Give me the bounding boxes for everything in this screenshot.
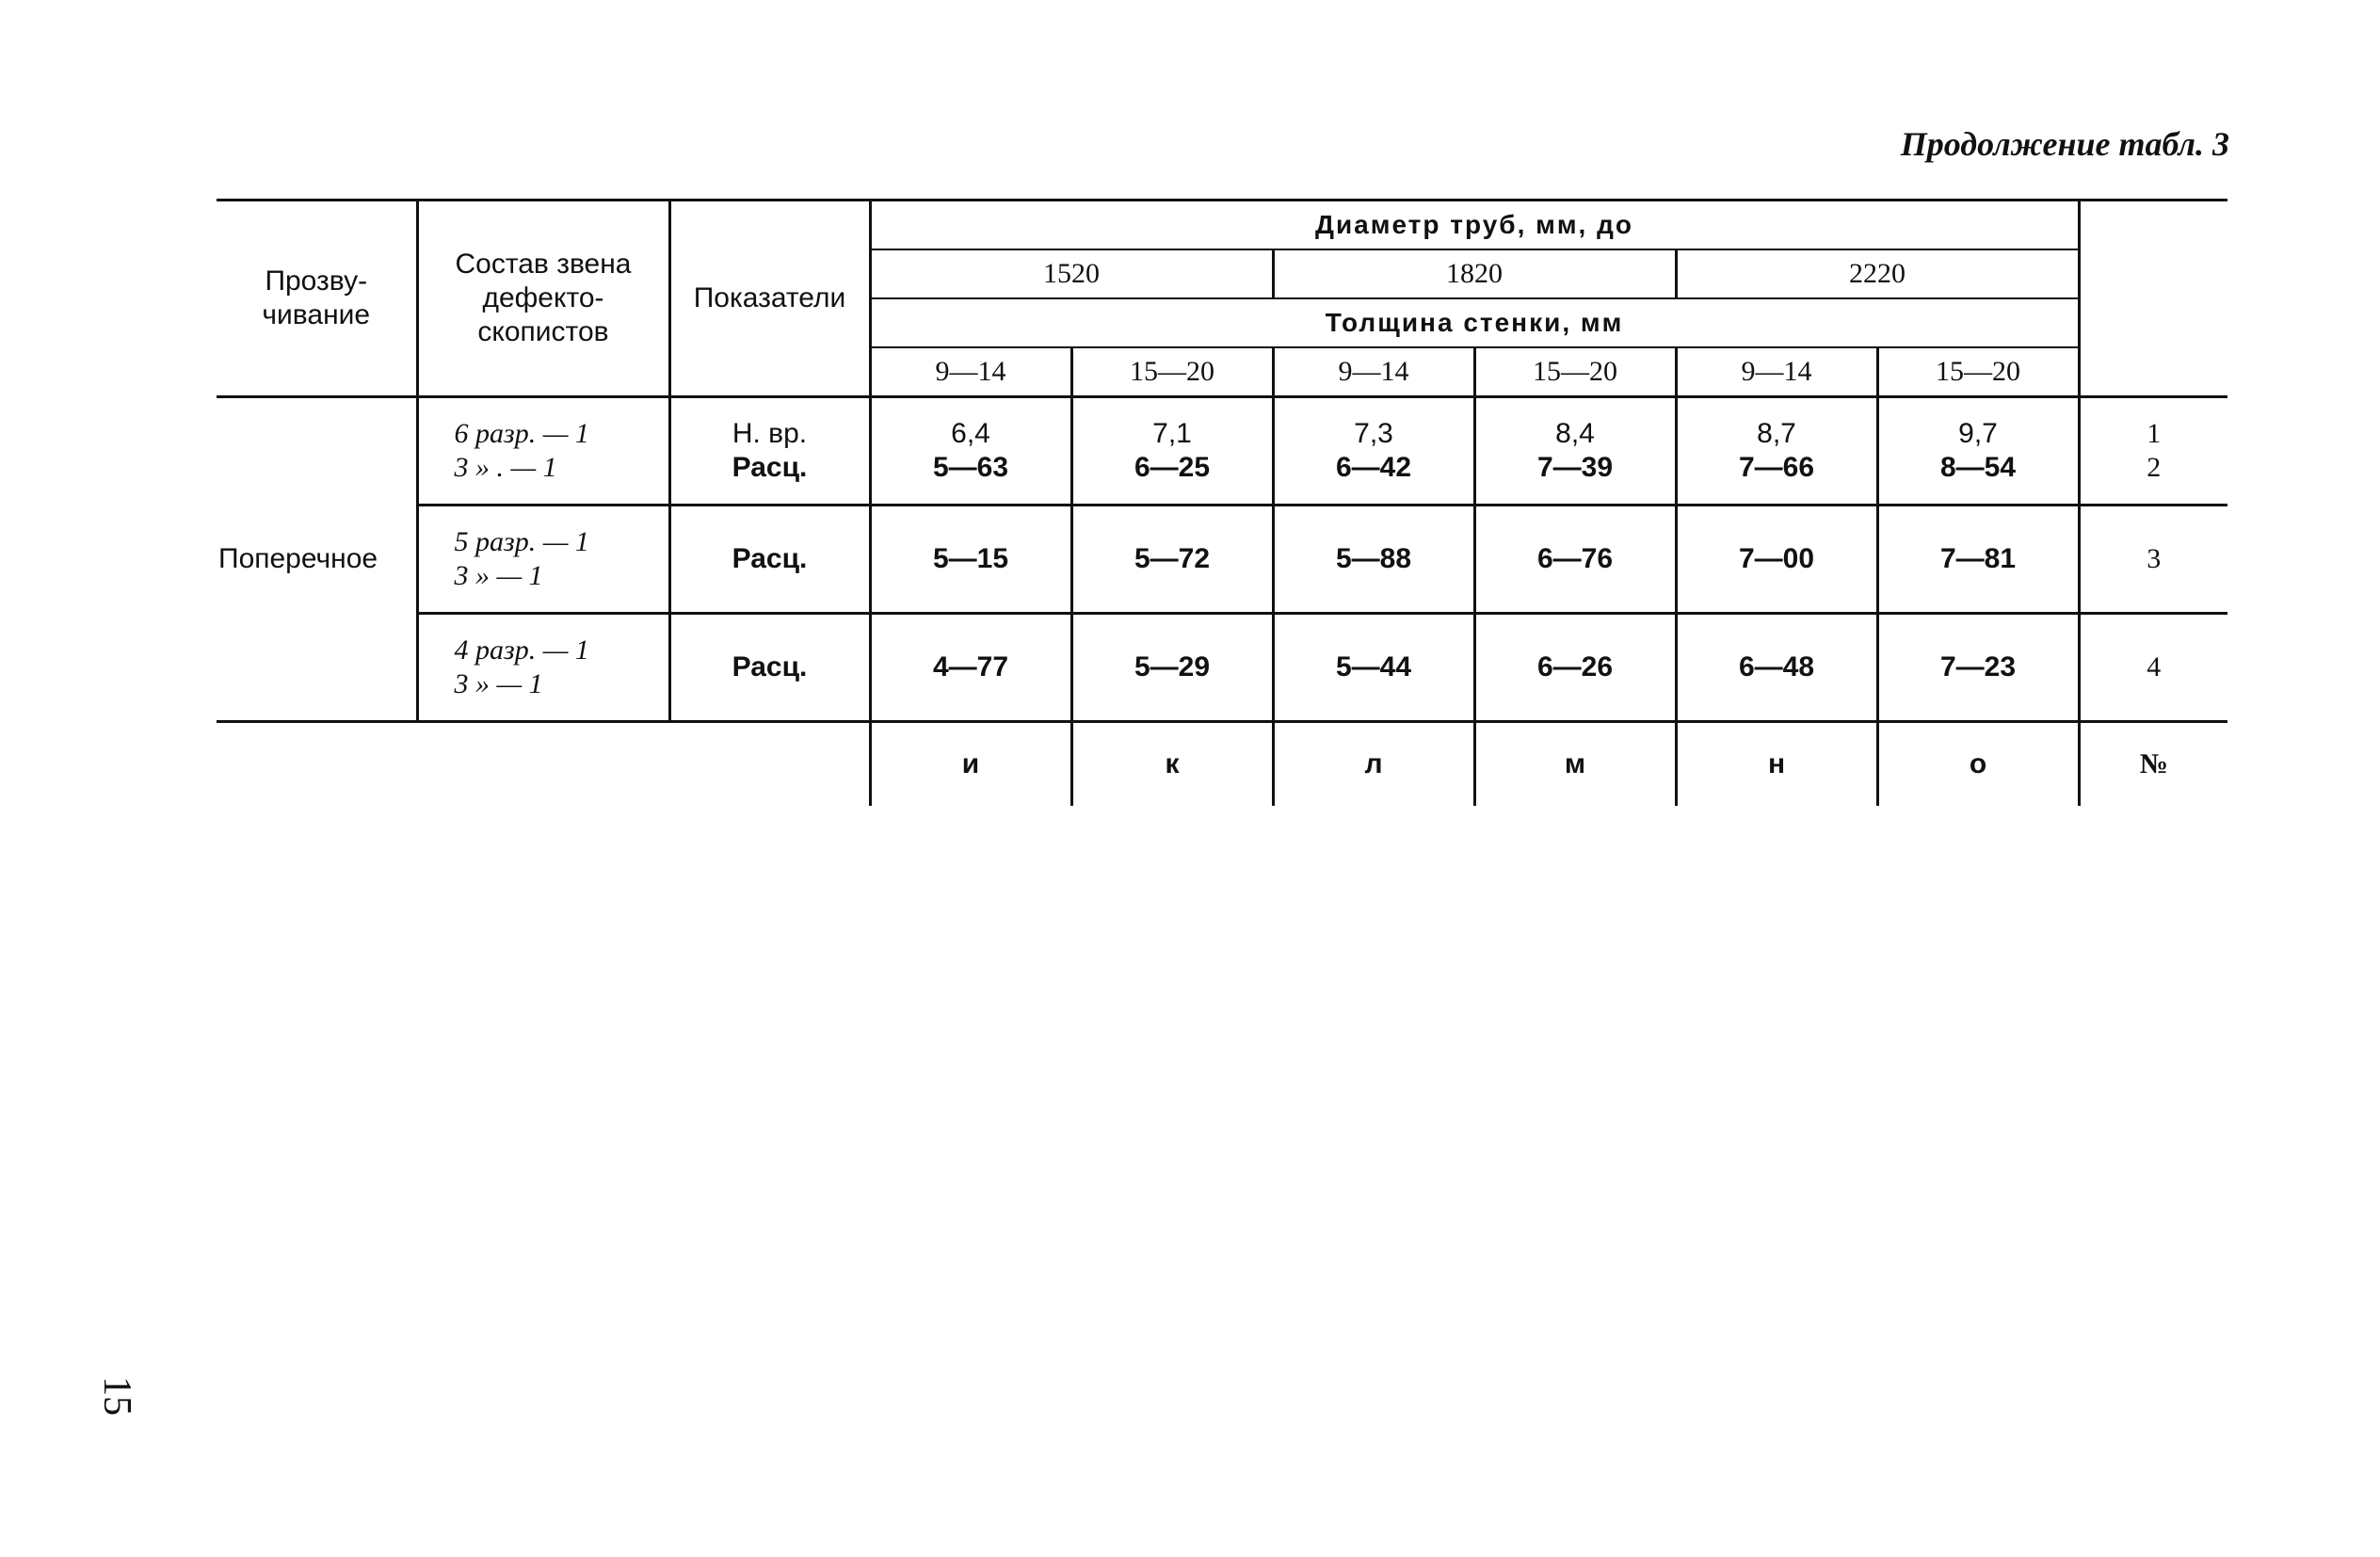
cell-value: 6—26 <box>1474 614 1676 722</box>
cell-value: 5—29 <box>1071 614 1273 722</box>
diameter-2220: 2220 <box>1676 249 2079 298</box>
row-type: Поперечное <box>217 397 417 722</box>
header-staff: Состав звена дефекто- скопистов <box>417 201 669 397</box>
thickness-1: 9—14 <box>870 347 1071 397</box>
cell-value: 7,3 6—42 <box>1273 397 1474 506</box>
diameter-1820: 1820 <box>1273 249 1676 298</box>
cell-value: 8,7 7—66 <box>1676 397 1877 506</box>
diameter-1520: 1520 <box>870 249 1273 298</box>
page-number: 15 <box>95 1376 138 1416</box>
row-staff: 4 разр. — 1 3 » — 1 <box>417 614 669 722</box>
cell-value: 6,4 5—63 <box>870 397 1071 506</box>
thickness-4: 15—20 <box>1474 347 1676 397</box>
header-indicators: Показатели <box>669 201 870 397</box>
cell-value: 4—77 <box>870 614 1071 722</box>
thickness-6: 15—20 <box>1877 347 2079 397</box>
table-caption: Продолжение табл. 3 <box>1900 125 2229 163</box>
header-diameter: Диаметр труб, мм, до <box>870 201 2079 250</box>
cell-value: 7—23 <box>1877 614 2079 722</box>
footer-row <box>217 722 2227 807</box>
header-row-diameter-label <box>217 201 2227 250</box>
cell-value: 9,7 8—54 <box>1877 397 2079 506</box>
table-row <box>217 614 2227 722</box>
footer-letter: и <box>870 722 1071 807</box>
cell-value: 8,4 7—39 <box>1474 397 1676 506</box>
header-thickness: Толщина стенки, мм <box>870 298 2079 347</box>
footer-letter: к <box>1071 722 1273 807</box>
header-sounding: Прозву- чивание <box>217 201 417 397</box>
footer-letter: м <box>1474 722 1676 807</box>
table-row <box>217 397 2227 506</box>
row-number: 3 <box>2079 506 2227 614</box>
table-row <box>217 506 2227 614</box>
cell-value: 5—44 <box>1273 614 1474 722</box>
cell-value: 5—88 <box>1273 506 1474 614</box>
cell-value: 6—76 <box>1474 506 1676 614</box>
cell-value: 5—15 <box>870 506 1071 614</box>
thickness-3: 9—14 <box>1273 347 1474 397</box>
thickness-5: 9—14 <box>1676 347 1877 397</box>
cell-value: 5—72 <box>1071 506 1273 614</box>
row-staff: 5 разр. — 1 3 » — 1 <box>417 506 669 614</box>
row-staff: 6 разр. — 1 3 » . — 1 <box>417 397 669 506</box>
row-indicators: Н. вр. Расц. <box>669 397 870 506</box>
footer-number-sign: № <box>2079 722 2227 807</box>
row-indicators: Расц. <box>669 506 870 614</box>
header-num-blank <box>2079 201 2227 397</box>
row-number: 1 2 <box>2079 397 2227 506</box>
thickness-2: 15—20 <box>1071 347 1273 397</box>
cell-value: 7—81 <box>1877 506 2079 614</box>
footer-letter: н <box>1676 722 1877 807</box>
cell-value: 7,1 6—25 <box>1071 397 1273 506</box>
footer-letter: л <box>1273 722 1474 807</box>
cell-value: 6—48 <box>1676 614 1877 722</box>
cell-value: 7—00 <box>1676 506 1877 614</box>
row-number: 4 <box>2079 614 2227 722</box>
row-indicators: Расц. <box>669 614 870 722</box>
norms-table <box>217 199 2227 806</box>
footer-letter: о <box>1877 722 2079 807</box>
